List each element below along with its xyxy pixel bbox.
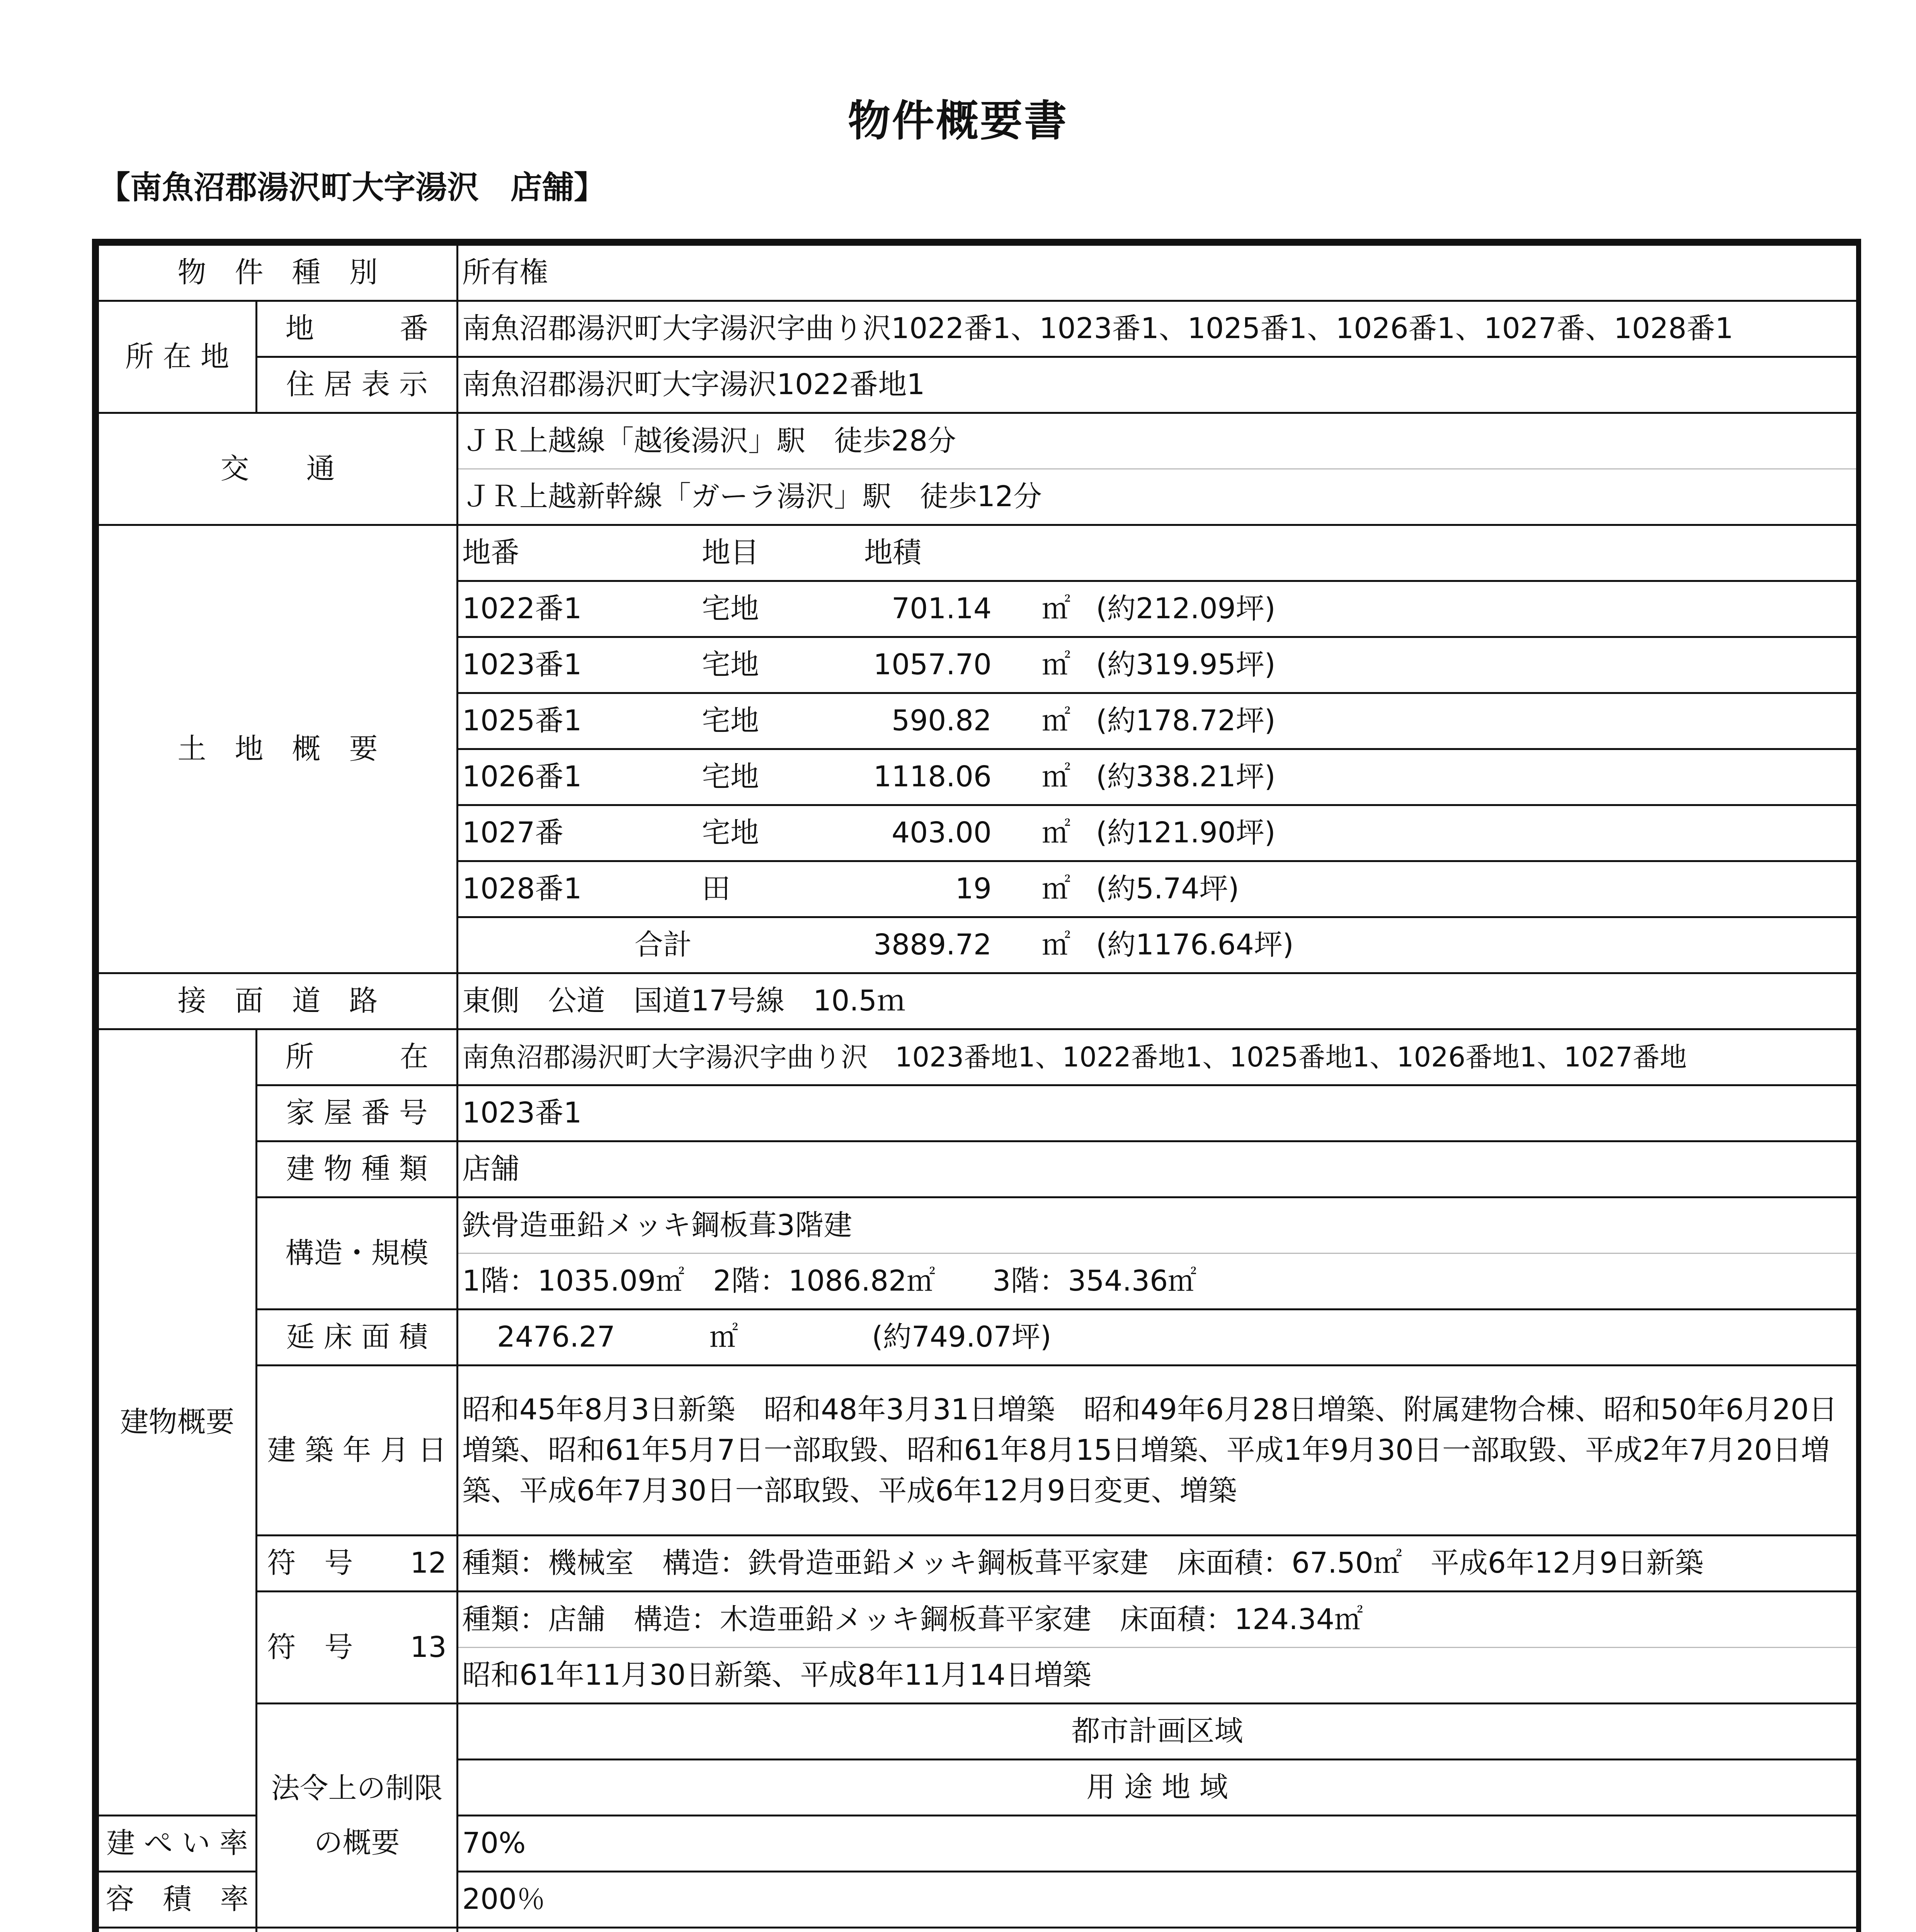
kenpei-value: 70% xyxy=(458,1816,1857,1872)
land-header-chiseki: 地積 xyxy=(864,536,921,570)
parcel-chimoku: 田 xyxy=(702,872,730,906)
kind-value: 所有権 xyxy=(458,245,1857,301)
row-building-fugo12 xyxy=(98,1536,1857,1592)
yuka-area: 2476.27 xyxy=(497,1320,616,1354)
parcel-chimoku: 宅地 xyxy=(702,816,759,850)
parcel-tsubo: (約212.09坪) xyxy=(1096,592,1276,626)
row-law-toshi xyxy=(98,1704,1857,1760)
parcel-tsubo: (約319.95坪) xyxy=(1096,648,1276,682)
parcel-chiban: 1023番1 xyxy=(462,648,582,682)
parcel-area: 590.82 xyxy=(892,704,992,738)
property-subtitle: 【南魚沼郡湯沢町大字湯沢 店舗】 xyxy=(99,169,606,206)
nengappi-value: 昭和45年8月3日新築 昭和48年3月31日増築 昭和49年6月28日増築、附属建物合棟、昭和50年6月20日増築、昭和61年5月7日一部取毀、昭和61年8月15日増築、平成1年9月30日一部取毀、平成2年7月20日増築、平成6年7月30日一部取毀、平成6年12月9日変更、増築 xyxy=(458,1366,1857,1536)
land-total-tsubo: (約1176.64坪) xyxy=(1096,928,1294,962)
kozo-label: 構造・規模 xyxy=(257,1197,458,1310)
price-sub-label xyxy=(257,1928,458,1932)
parcel-tsubo: (約338.21坪) xyxy=(1096,760,1276,794)
chiban-value: 南魚沼郡湯沢町大字湯沢字曲り沢1022番1、1023番1、1025番1、1026番1、1027番、1028番1 xyxy=(458,301,1857,357)
parcel-area: 403.00 xyxy=(892,816,992,850)
row-building-shozai xyxy=(98,1029,1857,1085)
transport-label: 交 通 xyxy=(98,413,458,525)
fugo13-line-2: 昭和61年11月30日新築、平成8年11月14日増築 xyxy=(458,1648,1857,1704)
yoseki-value: 200％ xyxy=(458,1872,1857,1928)
kozo-line-2: 1階：1035.09㎡ 2階：1086.82㎡ 3階：354.36㎡ xyxy=(458,1253,1857,1310)
fugo12-value: 種類：機械室 構造：鉄骨造亜鉛メッキ鋼板葺平家建 床面積：67.50㎡ 平成6年12月9日新築 xyxy=(458,1536,1857,1592)
parcel-area: 1118.06 xyxy=(873,760,992,794)
jukyo-label: 住 居 表 示 xyxy=(257,357,458,413)
yoseki-label: 容 積 率 xyxy=(98,1872,257,1928)
transport-line-2: ＪＲ上越新幹線「ガーラ湯沢」駅 徒歩12分 xyxy=(458,469,1857,525)
land-header-chimoku: 地目 xyxy=(702,536,759,570)
land-header xyxy=(458,525,1857,581)
row-transport-1 xyxy=(98,413,1857,469)
fugo13-line-1: 種類：店舗 構造：木造亜鉛メッキ鋼板葺平家建 床面積：124.34㎡ xyxy=(458,1592,1857,1648)
parcel-unit: ㎡ xyxy=(1042,760,1070,794)
building-label: 建物概要 xyxy=(98,1029,257,1816)
row-building-kozo-1 xyxy=(98,1197,1857,1253)
parcel-area: 19 xyxy=(955,872,992,906)
kaoku-value: 1023番1 xyxy=(458,1085,1857,1141)
parcel-chiban: 1025番1 xyxy=(462,704,582,738)
yuka-tsubo: (約749.07坪) xyxy=(872,1320,1052,1354)
yuka-unit: ㎡ xyxy=(710,1320,738,1354)
parcel-area: 1057.70 xyxy=(873,648,992,682)
kind-label: 物 件 種 別 xyxy=(98,245,458,301)
yuka-label: 延 床 面 積 xyxy=(257,1310,458,1366)
land-header-chiban: 地番 xyxy=(462,536,519,570)
nengappi-label: 建 築 年 月 日 xyxy=(257,1366,458,1536)
road-label: 接 面 道 路 xyxy=(98,973,458,1029)
toshi-label: 都市計画区域 xyxy=(458,1704,1857,1760)
building-shozai-label: 所 在 xyxy=(257,1029,458,1085)
row-kind xyxy=(98,245,1857,301)
land-total-label: 合計 xyxy=(635,928,692,962)
road-value: 東側 公道 国道17号線 10.5ｍ xyxy=(458,973,1857,1029)
row-building-shurui xyxy=(98,1141,1857,1197)
parcel-chimoku: 宅地 xyxy=(702,648,759,682)
jukyo-value: 南魚沼郡湯沢町大字湯沢1022番地1 xyxy=(458,357,1857,413)
property-summary-table xyxy=(97,244,1858,1932)
kozo-line-1: 鉄骨造亜鉛メッキ鋼板葺3階建 xyxy=(458,1197,1857,1253)
parcel-chimoku: 宅地 xyxy=(702,760,759,794)
row-location-jukyo xyxy=(98,357,1857,413)
parcel-chimoku: 宅地 xyxy=(702,592,759,626)
land-label: 土 地 概 要 xyxy=(98,525,458,973)
yoto-label: 用 途 地 域 xyxy=(458,1760,1857,1816)
fugo12-label: 符 号 12 xyxy=(257,1536,458,1592)
row-location-chiban xyxy=(98,301,1857,357)
location-label: 所 在 地 xyxy=(98,301,257,413)
chiban-label: 地 番 xyxy=(257,301,458,357)
row-building-yuka xyxy=(98,1310,1857,1366)
kaoku-label: 家 屋 番 号 xyxy=(257,1085,458,1141)
row-price xyxy=(98,1928,1857,1932)
parcel-chiban: 1022番1 xyxy=(462,592,582,626)
parcel-unit: ㎡ xyxy=(1042,704,1070,738)
building-shozai-value: 南魚沼郡湯沢町大字湯沢字曲り沢 1023番地1、1022番地1、1025番地1、1026番地1、1027番地 xyxy=(458,1029,1857,1085)
parcel-chiban: 1028番1 xyxy=(462,872,582,906)
shurui-value: 店舗 xyxy=(458,1141,1857,1197)
row-land-header xyxy=(98,525,1857,581)
parcel-unit: ㎡ xyxy=(1042,872,1070,906)
parcel-chiban: 1027番 xyxy=(462,816,564,850)
price-label xyxy=(98,1928,257,1932)
shurui-label: 建 物 種 類 xyxy=(257,1141,458,1197)
parcel-tsubo: (約5.74坪) xyxy=(1096,872,1239,906)
parcel-chimoku: 宅地 xyxy=(702,704,759,738)
price-value xyxy=(458,1928,1857,1932)
parcel-area: 701.14 xyxy=(892,592,992,626)
row-building-fugo13-1 xyxy=(98,1592,1857,1648)
parcel-unit: ㎡ xyxy=(1042,648,1070,682)
row-building-nengappi xyxy=(98,1366,1857,1536)
transport-line-1: ＪＲ上越線「越後湯沢」駅 徒歩28分 xyxy=(458,413,1857,469)
parcel-tsubo: (約178.72坪) xyxy=(1096,704,1276,738)
law-label: 法令上の制限の概要 xyxy=(257,1704,458,1928)
land-total-area: 3889.72 xyxy=(873,928,992,962)
parcel-unit: ㎡ xyxy=(1042,816,1070,850)
parcel-unit: ㎡ xyxy=(1042,592,1070,626)
fugo13-label: 符 号 13 xyxy=(257,1592,458,1704)
parcel-chiban: 1026番1 xyxy=(462,760,582,794)
kenpei-label: 建 ぺ い 率 xyxy=(98,1816,257,1872)
land-total-unit: ㎡ xyxy=(1042,928,1070,962)
property-summary-sheet xyxy=(92,239,1861,1932)
row-road xyxy=(98,973,1857,1029)
row-building-kaoku xyxy=(98,1085,1857,1141)
parcel-tsubo: (約121.90坪) xyxy=(1096,816,1276,850)
page-title: 物件概要書 xyxy=(848,96,1068,146)
